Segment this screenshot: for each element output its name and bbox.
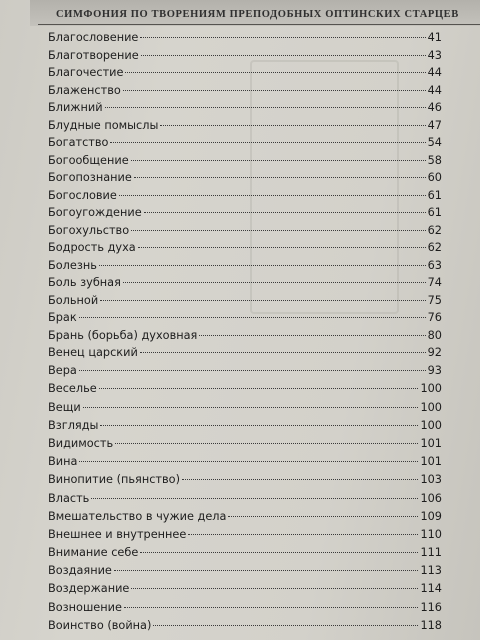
index-page-number: 100 (420, 382, 442, 396)
dot-leader (228, 516, 418, 517)
dot-leader (141, 55, 426, 56)
index-entry (48, 364, 442, 382)
index-term: Винопитие (пьянство) (48, 473, 180, 487)
index-entry (48, 49, 442, 67)
dot-leader (99, 265, 426, 266)
index-page-number: 44 (427, 83, 442, 97)
index-page-number: 100 (420, 400, 442, 414)
index-section-v (48, 346, 442, 637)
index-entry (48, 136, 442, 154)
dot-leader (188, 534, 418, 535)
index-term: Воинство (война) (48, 618, 152, 632)
index-entry (48, 276, 442, 294)
index-term: Власть (48, 491, 90, 505)
index-term: Больной (48, 293, 99, 307)
dot-leader (100, 300, 425, 301)
dot-leader (105, 107, 426, 108)
dot-leader (138, 247, 426, 248)
dot-leader (79, 370, 426, 371)
index-page-number: 101 (420, 436, 442, 450)
dot-leader (160, 125, 425, 126)
dot-leader (91, 498, 418, 499)
index-term: Видимость (48, 436, 114, 450)
index-term: Воздаяние (48, 564, 112, 578)
index-page-number: 47 (427, 118, 442, 132)
index-entry (48, 311, 442, 329)
index-term: Вещи (48, 400, 81, 414)
index-page-number: 63 (427, 258, 442, 272)
dot-leader (153, 625, 418, 626)
index-entry (48, 241, 442, 259)
index-entry (48, 171, 442, 189)
running-head: СИМФОНИЯ ПО ТВОРЕНИЯМ ПРЕПОДОБНЫХ ОПТИНСКИХ СТАРЦЕВ (56, 9, 459, 20)
index-page-number: 44 (427, 66, 442, 79)
index-term: Внешнее и внутреннее (48, 527, 187, 541)
index-term: Богословие (48, 188, 117, 202)
index-page-number: 92 (427, 346, 442, 359)
index-term: Взгляды (48, 418, 99, 432)
dot-leader (182, 479, 418, 480)
dot-leader (114, 570, 419, 571)
index-entry (48, 206, 442, 224)
dot-leader (79, 461, 418, 462)
index-entry (48, 437, 442, 455)
index-entry (48, 473, 442, 491)
dot-leader (131, 230, 426, 231)
index-page-number: 61 (427, 206, 442, 219)
index-term: Брак (48, 311, 77, 324)
index-entry (48, 259, 442, 277)
dot-leader (134, 177, 426, 178)
dot-leader (123, 90, 426, 91)
index-entry (48, 401, 442, 419)
index-page-number: 41 (427, 31, 442, 44)
index-term: Богоугождение (48, 206, 142, 219)
index-entry (48, 154, 442, 172)
index-page-number: 46 (427, 101, 442, 114)
index-entry (48, 224, 442, 242)
index-term: Болезнь (48, 258, 97, 272)
index-page-number: 116 (420, 600, 442, 614)
index-term: Благочестие (48, 66, 124, 79)
index-entry (48, 492, 442, 510)
index-page-number: 118 (420, 618, 442, 632)
index-term: Вмешательство в чужие дела (48, 509, 227, 523)
index-term: Боль зубная (48, 276, 121, 289)
index-page-number: 58 (427, 153, 442, 167)
header-rule (38, 24, 480, 25)
index-term: Воздержание (48, 582, 130, 596)
index-entry (48, 101, 442, 119)
dot-leader (100, 425, 418, 426)
index-term: Внимание себе (48, 546, 139, 560)
index-term: Венец царский (48, 346, 138, 359)
dot-leader (199, 335, 425, 336)
dot-leader (119, 195, 426, 196)
index-entry (48, 619, 442, 637)
index-page-number: 62 (427, 223, 442, 237)
dot-leader (131, 588, 418, 589)
index-entry (48, 31, 442, 49)
index-term: Вина (48, 455, 78, 469)
index-page-number: 113 (420, 564, 442, 578)
index-term: Брань (борьба) духовная (48, 328, 198, 342)
index-term: Богатство (48, 136, 109, 149)
index-page-number: 114 (420, 582, 442, 596)
index-page-number: 110 (420, 527, 442, 541)
index-page-number: 54 (427, 136, 442, 149)
dot-leader (99, 388, 419, 389)
index-page-number: 76 (427, 311, 442, 324)
index-term: Ближний (48, 101, 103, 114)
index-page-number: 62 (427, 241, 442, 254)
dot-leader (144, 212, 426, 213)
index-page-number: 93 (427, 364, 442, 378)
index-entry (48, 601, 442, 619)
dot-leader (125, 72, 425, 73)
index-term: Благотворение (48, 48, 139, 62)
index-term: Вера (48, 364, 77, 378)
dot-leader (83, 407, 419, 408)
index-page-number: 74 (427, 276, 442, 289)
dot-leader (79, 317, 426, 318)
dot-leader (124, 607, 419, 608)
index-entry (48, 66, 442, 84)
index-entry (48, 346, 442, 364)
dot-leader (123, 282, 426, 283)
dot-leader (140, 352, 426, 353)
index-page-number: 100 (420, 418, 442, 432)
index-entry (48, 528, 442, 546)
index-term: Благословение (48, 31, 139, 44)
index-entry (48, 329, 442, 347)
index-entry (48, 119, 442, 137)
dot-leader (140, 552, 418, 553)
index-page-number: 101 (420, 455, 442, 469)
index-entry (48, 455, 442, 473)
index-entry (48, 546, 442, 564)
index-page-number: 61 (427, 188, 442, 202)
dot-leader (110, 142, 425, 143)
index-term: Бодрость духа (48, 241, 136, 254)
index-page-number: 75 (427, 293, 442, 307)
index-entry (48, 84, 442, 102)
index-entry (48, 382, 442, 400)
index-entry (48, 189, 442, 207)
index-term: Возношение (48, 600, 122, 614)
index-term: Блаженство (48, 83, 121, 97)
index-section-b (48, 31, 442, 346)
index-entry (48, 419, 442, 437)
index-entry (48, 582, 442, 600)
dot-leader (131, 160, 426, 161)
index-page-number: 43 (427, 48, 442, 62)
index-page-number: 103 (420, 473, 442, 487)
index-term: Богопознание (48, 171, 132, 184)
index-term: Блудные помыслы (48, 118, 159, 132)
dot-leader (140, 37, 425, 38)
index-term: Богохульство (48, 223, 130, 237)
index-entry (48, 564, 442, 582)
index-term: Богообщение (48, 153, 129, 167)
index-entry (48, 294, 442, 312)
index-term: Веселье (48, 382, 97, 396)
index-page-number: 106 (420, 491, 442, 505)
dot-leader (115, 443, 418, 444)
index-page-number: 80 (427, 328, 442, 342)
index-page-number: 109 (420, 509, 442, 523)
index-page-number: 111 (420, 546, 442, 560)
index-page-number: 60 (427, 171, 442, 184)
index-entry (48, 510, 442, 528)
